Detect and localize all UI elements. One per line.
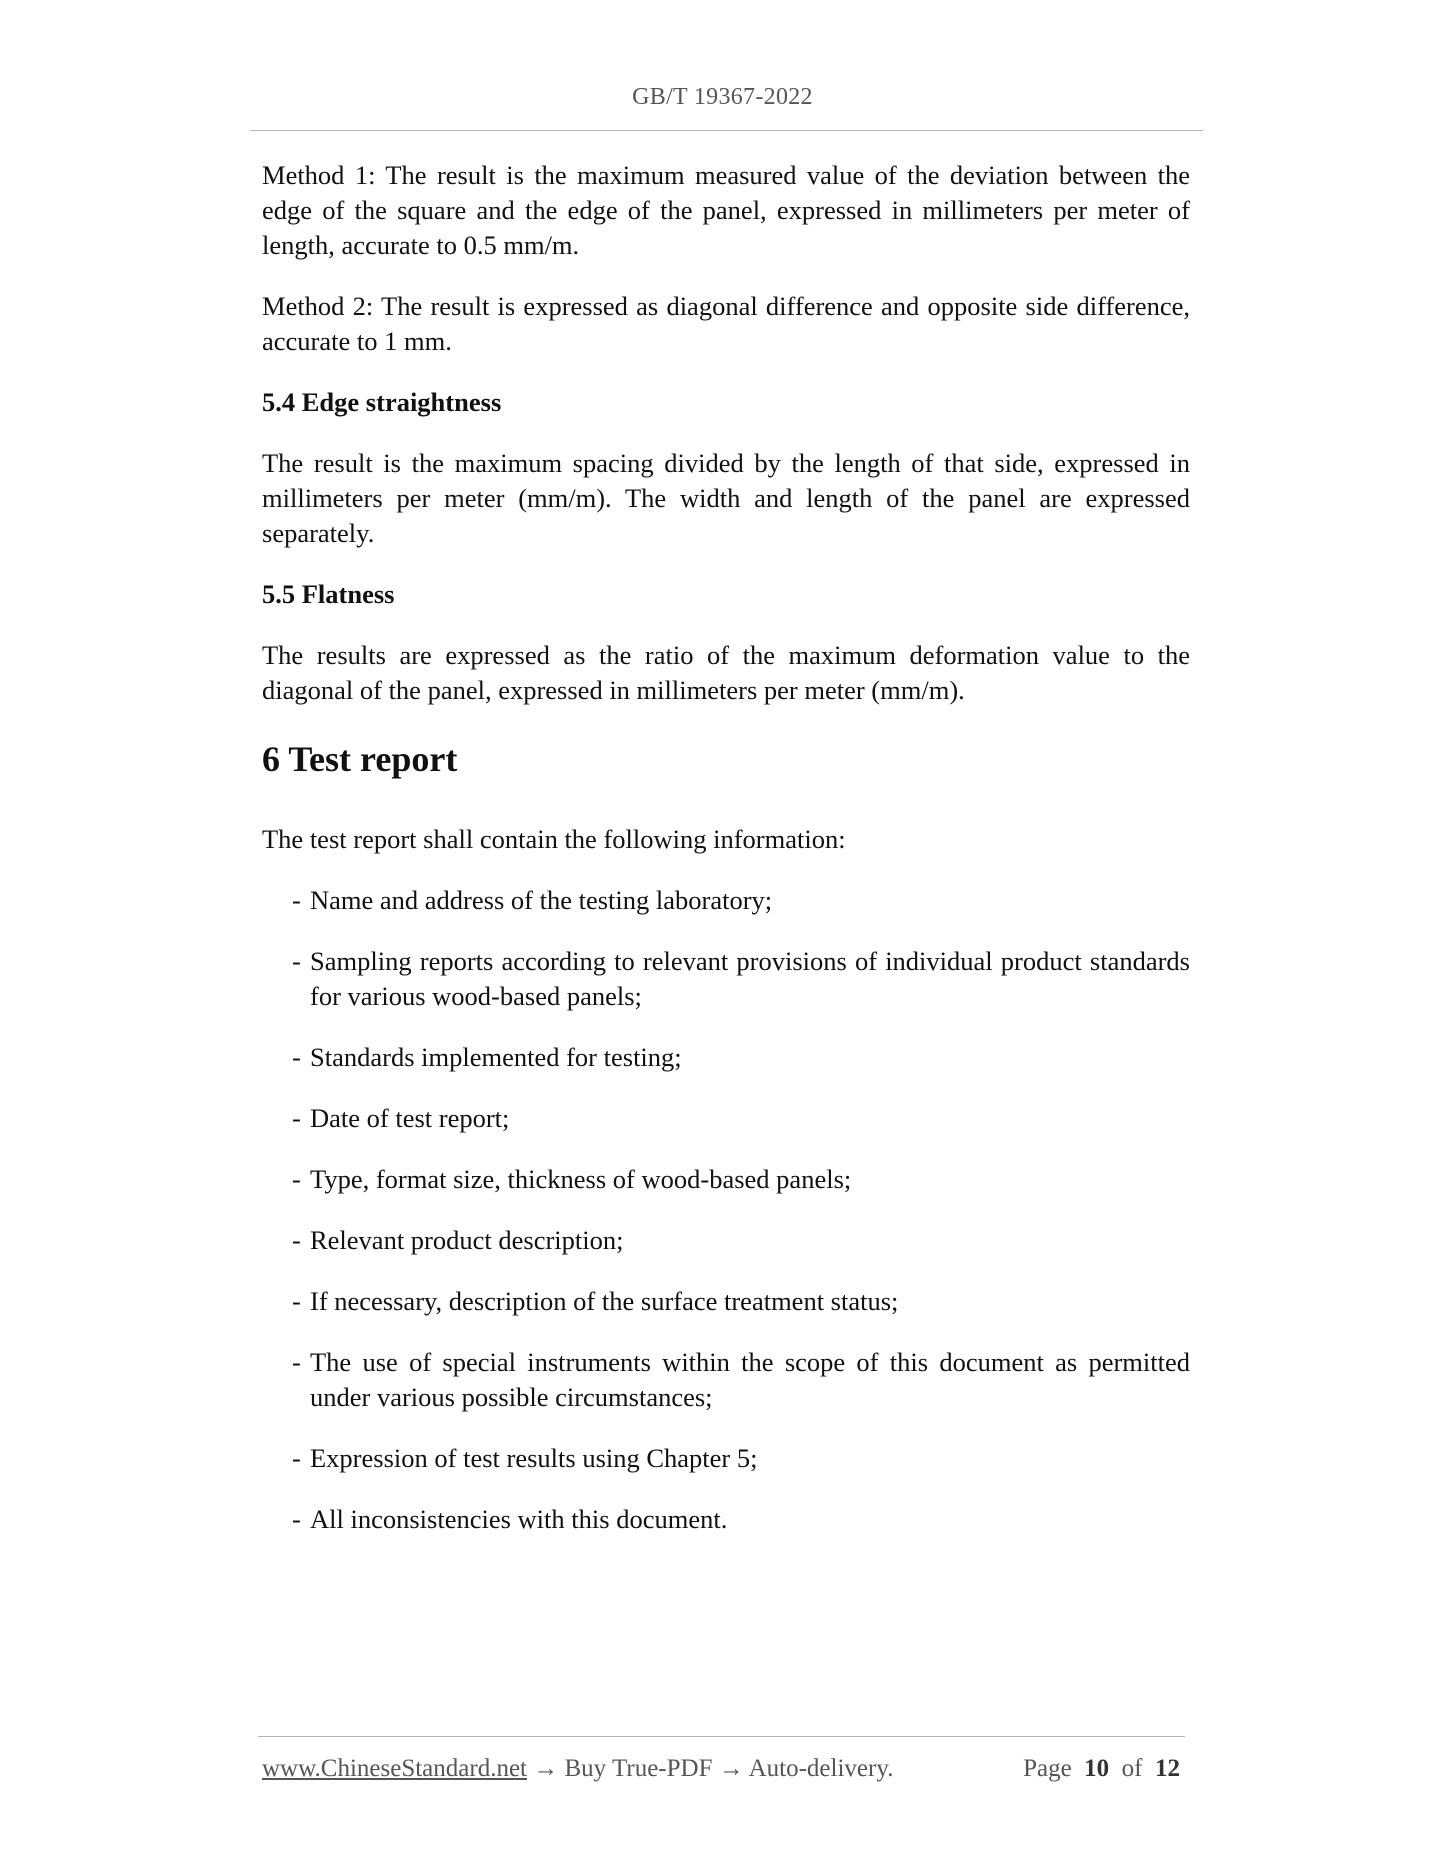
auto-delivery-text: Auto-delivery. [748, 1755, 894, 1782]
list-dash: - [292, 1042, 301, 1072]
footer-promo [262, 1755, 893, 1783]
list-item-text: The use of special instruments within the scope of this document as permitted under various possible circumstances; [310, 1347, 1190, 1412]
list-item [262, 1345, 1190, 1415]
list-dash: - [292, 1286, 301, 1316]
list-item [262, 1502, 1190, 1537]
footer-divider [258, 1736, 1185, 1737]
header-title: GB/T 19367-2022 [632, 84, 813, 110]
list-item-text: Sampling reports according to relevant provisions of individual product standards for various wood-based panels; [310, 946, 1190, 1011]
list-dash: - [292, 1225, 301, 1255]
page-of-label: of [1121, 1755, 1143, 1782]
list-item-text: Standards implemented for testing; [310, 1042, 682, 1072]
list-item [262, 944, 1190, 1014]
page-current: 10 [1084, 1755, 1110, 1782]
list-item-text: If necessary, description of the surface treatment status; [310, 1286, 899, 1316]
list-dash: - [292, 1443, 301, 1473]
buy-true-pdf-text: Buy True-PDF [564, 1755, 713, 1782]
list-item-text: Relevant product description; [310, 1225, 624, 1255]
list-item [262, 1040, 1190, 1075]
page-content [262, 158, 1190, 1563]
method-2-paragraph: Method 2: The result is expressed as diagonal difference and opposite side difference, accurate to 1 mm. [262, 291, 1190, 356]
header-divider [250, 130, 1203, 131]
list-item [262, 1223, 1190, 1258]
list-item-text: Name and address of the testing laboratory; [310, 885, 773, 915]
list-item-text: Expression of test results using Chapter 5; [310, 1443, 758, 1473]
arrow-right-icon: → [718, 1755, 744, 1782]
list-item [262, 883, 1190, 918]
test-report-list [262, 883, 1190, 1537]
section-5-5-heading: 5.5 Flatness [262, 579, 395, 609]
list-dash: - [292, 1103, 301, 1133]
list-item-text: Date of test report; [310, 1103, 510, 1133]
list-item [262, 1162, 1190, 1197]
list-dash: - [292, 1347, 301, 1377]
section-6-intro: The test report shall contain the following information: [262, 824, 846, 854]
arrow-right-icon: → [533, 1755, 559, 1782]
list-item-text: Type, format size, thickness of wood-based panels; [310, 1164, 852, 1194]
page-total: 12 [1155, 1755, 1180, 1782]
list-dash: - [292, 946, 301, 976]
method-1-paragraph: Method 1: The result is the maximum measured value of the deviation between the edge of the square and the edge of the panel, expressed in millimeters per meter of length, accurate to 0.5 mm/m. [262, 160, 1190, 260]
chinesestandard-link[interactable]: www.ChineseStandard.net [262, 1755, 527, 1782]
list-item-text: All inconsistencies with this document. [310, 1504, 728, 1534]
list-item [262, 1284, 1190, 1319]
list-dash: - [292, 1504, 301, 1534]
list-dash: - [292, 1164, 301, 1194]
section-5-4-heading: 5.4 Edge straightness [262, 387, 502, 417]
section-5-5-paragraph: The results are expressed as the ratio of the maximum deformation value to the diagonal of the panel, expressed in millimeters per meter (mm/m). [262, 640, 1190, 705]
page-label: Page [1023, 1755, 1072, 1782]
list-item [262, 1441, 1190, 1476]
list-item [262, 1101, 1190, 1136]
section-6-heading: 6 Test report [262, 739, 458, 779]
page-number [1023, 1755, 1180, 1783]
section-5-4-paragraph: The result is the maximum spacing divided by the length of that side, expressed in millimeters per meter (mm/m). The width and length of the panel are expressed separately. [262, 448, 1190, 548]
list-dash: - [292, 885, 301, 915]
